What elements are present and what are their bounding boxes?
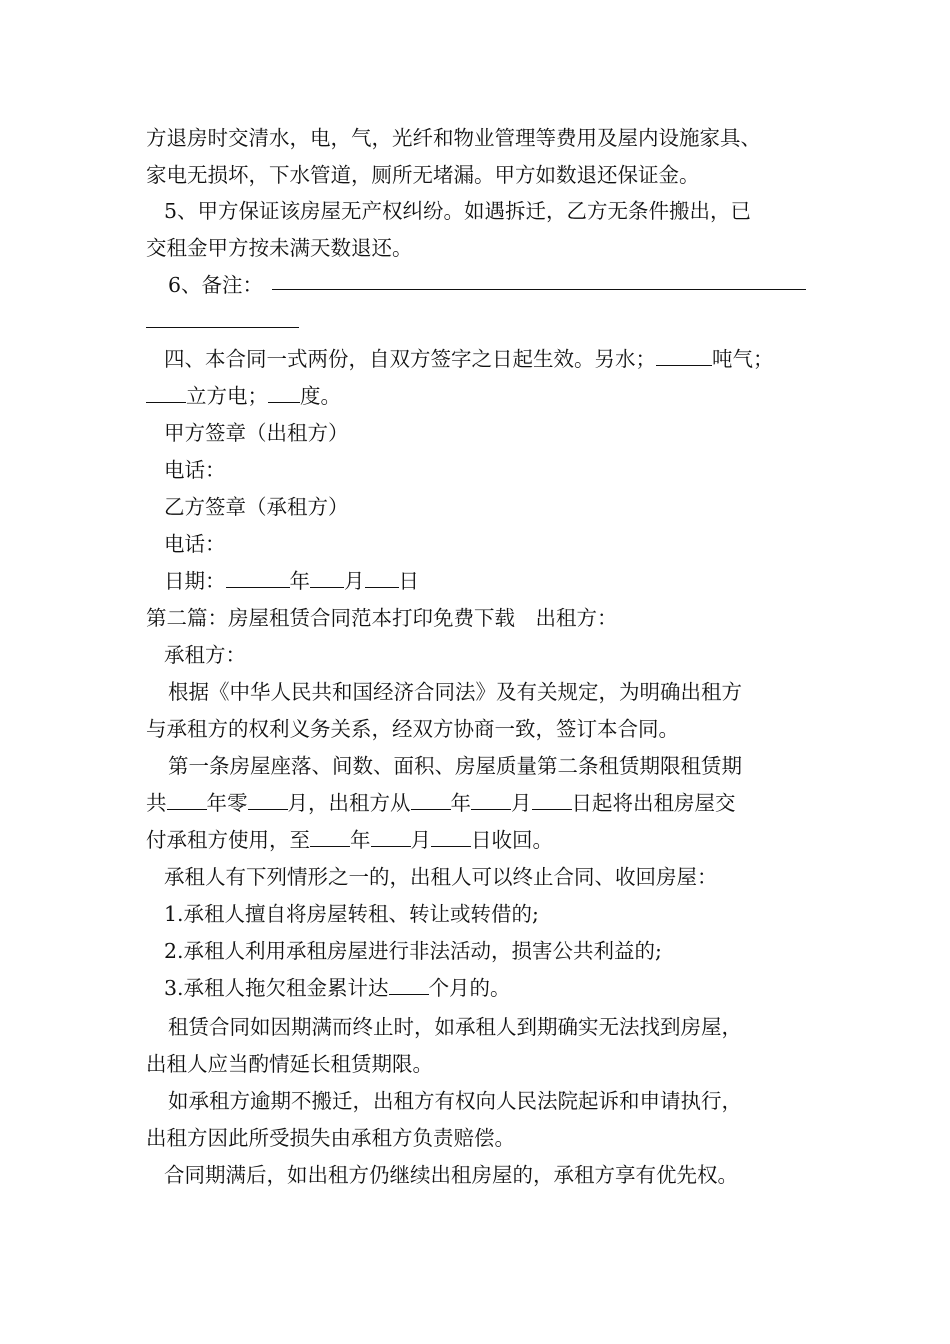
- blank: [471, 789, 511, 810]
- date-line: 日期： 年 月 日: [164, 569, 419, 593]
- remarks-blank-line: [272, 289, 806, 290]
- party-b-signature-label: 乙方签章（承租方）: [164, 495, 349, 519]
- blank: [248, 789, 288, 810]
- text-line: 承租人有下列情形之一的，出租人可以终止合同、收回房屋：: [164, 865, 718, 889]
- text-line: 交租金甲方按未满天数退还。: [146, 236, 413, 260]
- list-item: 1.承租人擅自将房屋转租、转让或转借的;: [164, 902, 539, 926]
- party-b-phone-label: 电话：: [164, 532, 226, 556]
- year-blank: [226, 567, 290, 588]
- remarks-label: 6、备注：: [168, 273, 264, 297]
- text-line: 与承租方的权利义务关系，经双方协商一致，签订本合同。: [146, 717, 679, 741]
- text-line: 合同期满后，如出租方仍继续出租房屋的，承租方享有优先权。: [164, 1163, 738, 1187]
- text-line: 出租方因此所受损失由承租方负责赔偿。: [146, 1126, 515, 1150]
- text-line: 出租人应当酌情延长租赁期限。: [146, 1052, 433, 1076]
- text-line: 第一条房屋座落、间数、面积、房屋质量第二条租赁期限租赁期: [168, 754, 742, 778]
- gas-blank: [146, 382, 186, 403]
- blank: [310, 826, 350, 847]
- party-a-phone-label: 电话：: [164, 458, 226, 482]
- text-line: 立方电； 度。: [146, 381, 341, 411]
- list-item: 2.承租人利用承租房屋进行非法活动，损害公共利益的;: [164, 939, 662, 963]
- text-line: 租赁合同如因期满而终止时，如承租人到期确实无法找到房屋，: [168, 1015, 742, 1039]
- blank: [431, 826, 471, 847]
- water-blank: [656, 345, 712, 366]
- blank: [532, 789, 572, 810]
- remarks-blank-line-continued: [146, 327, 299, 328]
- blank: [411, 789, 451, 810]
- text-line: 5、甲方保证该房屋无产权纠纷。如遇拆迁，乙方无条件搬出，已: [164, 199, 752, 223]
- text-line: 家电无损坏，下水管道，厕所无堵漏。甲方如数退还保证金。: [146, 163, 700, 187]
- blank: [371, 826, 411, 847]
- text-line: 共 年零 月，出租方从 年 月 日起将出租房屋交: [146, 791, 736, 815]
- month-blank: [310, 567, 344, 588]
- text-line: 如承租方逾期不搬迁，出租方有权向人民法院起诉和申请执行，: [168, 1089, 742, 1113]
- text-line: 方退房时交清水，电，气，光纤和物业管理等费用及屋内设施家具、: [146, 126, 761, 150]
- section-title: 第二篇：房屋租赁合同范本打印免费下载 出租方：: [146, 606, 618, 630]
- text-line: 四、本合同一式两份，自双方签字之日起生效。另水； 吨气；: [164, 347, 774, 371]
- blank: [389, 974, 429, 995]
- list-item: 3.承租人拖欠租金累计达 个月的。: [164, 976, 511, 1000]
- text-line: 付承租方使用，至 年 月 日收回。: [146, 828, 553, 852]
- lessee-label: 承租方：: [164, 643, 246, 667]
- day-blank: [365, 567, 399, 588]
- text-line: 根据《中华人民共和国经济合同法》及有关规定，为明确出租方: [168, 680, 742, 704]
- party-a-signature-label: 甲方签章（出租方）: [164, 421, 349, 445]
- blank: [167, 789, 207, 810]
- electricity-blank: [268, 382, 300, 403]
